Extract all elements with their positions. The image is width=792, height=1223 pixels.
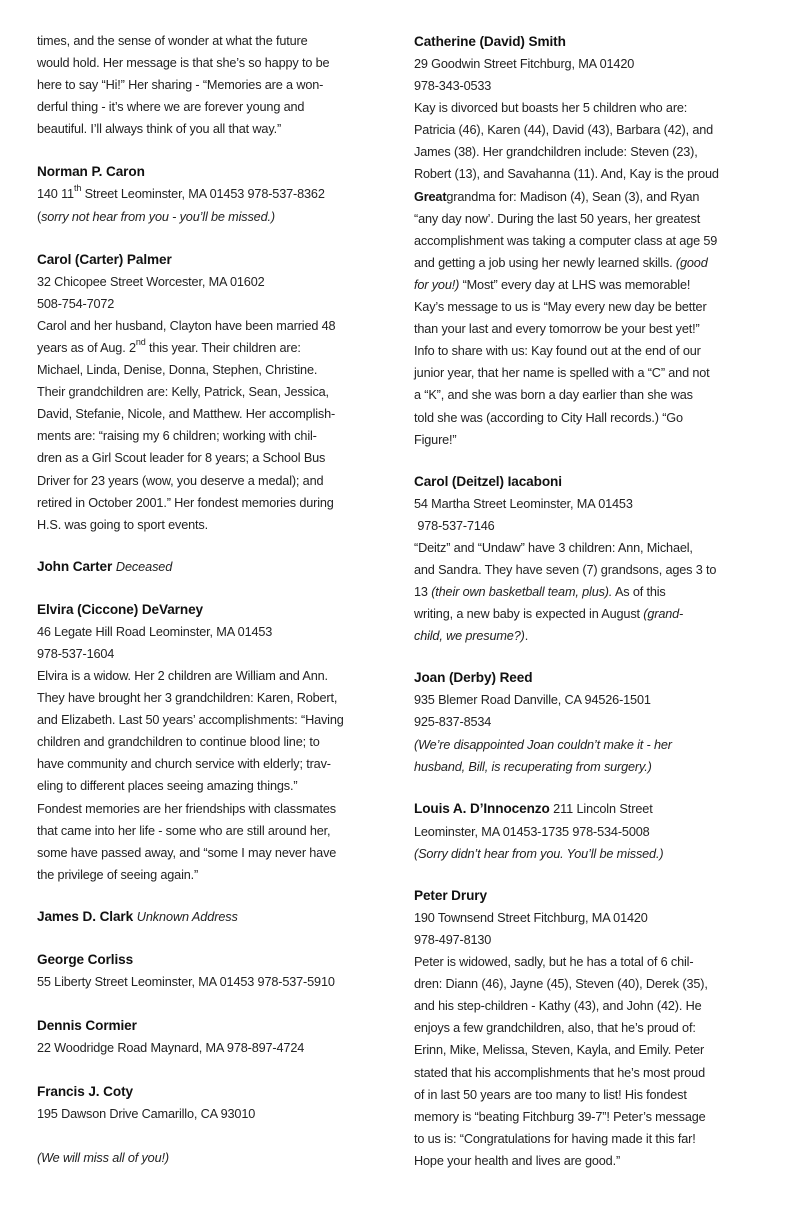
text-line: times, and the sense of wonder at what the future	[37, 34, 308, 48]
text-line: Robert (13), and Savahanna (11). And, Kay is the proud	[414, 167, 719, 182]
italic-text: (grand-	[643, 607, 684, 622]
text-line: the privilege of seeing again.”	[37, 867, 199, 882]
entry-james-clark	[37, 905, 375, 929]
text-part: .	[524, 629, 529, 644]
text-line: derful thing - it’s where we are forever young and	[37, 100, 305, 115]
entry-peter-drury	[414, 884, 766, 1172]
text-line: children and grandchildren to continue blood line; to	[37, 735, 320, 750]
text-line: Michael, Linda, Denise, Donna, Stephen, Christine.	[37, 363, 318, 378]
bold-text: Great	[414, 189, 447, 204]
entry-note: husband, Bill, is recuperating from surgery.)	[414, 759, 652, 774]
text-line: junior year, that her name is spelled with a “C” and not	[414, 366, 710, 381]
text-line: James (38). Her grandchildren include: Steven (23),	[414, 145, 698, 160]
text-part: grandma for: Madison (4), Sean (3), and Ryan	[446, 189, 700, 204]
entry-name	[414, 797, 766, 821]
italic-text: child, we presume?)	[414, 629, 525, 644]
text-line: Figure!”	[414, 432, 457, 447]
name-text: James D. Clark	[37, 908, 134, 924]
entry-phone: 508-754-7072	[37, 296, 115, 311]
text-line: some have passed away, and “some I may never have	[37, 845, 337, 860]
closing-note: (We will miss all of you!)	[37, 1151, 169, 1166]
text-line: Info to share with us: Kay found out at the end of our	[414, 344, 701, 359]
entry-name	[37, 555, 375, 579]
text-line: enjoys a few grandchildren, also, that he’s proud of:	[414, 1021, 696, 1036]
entry-carol-palmer	[37, 248, 375, 536]
entry-phone: 978-537-7146	[414, 518, 495, 533]
text-line	[414, 186, 766, 208]
text-line: memory is “beating Fitchburg 39-7”! Peter’s message	[414, 1109, 706, 1124]
text-line: Carol and her husband, Clayton have been married 48	[37, 318, 336, 333]
text-line: Elvira is a widow. Her 2 children are William and Ann.	[37, 668, 328, 683]
entry-name: Dennis Cormier	[37, 1018, 137, 1033]
text-part: and getting a job using her newly learned skills.	[414, 255, 676, 270]
text-line: and Sandra. They have seven (7) grandsons, ages 3 to	[414, 562, 717, 577]
name-text: John Carter	[37, 558, 113, 574]
note-paren: (	[37, 209, 42, 224]
left-column	[37, 30, 375, 1169]
text-line: Driver for 23 years (wow, you deserve a medal); and	[37, 473, 324, 488]
text-line: “Deitz” and “Undaw” have 3 children: Ann, Michael,	[414, 540, 693, 555]
text-line: retired in October 2001.” Her fondest memories during	[37, 495, 334, 510]
address-part: Street Leominster, MA 01453 978-537-8362	[81, 187, 325, 202]
text-line: Patricia (46), Karen (44), David (43), Barbara (42), and	[414, 123, 714, 138]
text-line	[37, 337, 375, 359]
text-line: H.S. was going to sport events.	[37, 517, 208, 532]
text-line: and Elizabeth. Last 50 years’ accomplishments: “Having	[37, 713, 344, 728]
entry-address: 22 Woodridge Road Maynard, MA 978-897-4724	[37, 1041, 305, 1055]
entry-louis-dinnocenzo	[414, 797, 766, 865]
entry-address	[37, 183, 375, 205]
text-line: They have brought her 3 grandchildren: Karen, Robert,	[37, 691, 338, 706]
text-line: “any day now’. During the last 50 years, her greatest	[414, 211, 701, 226]
entry-name: George Corliss	[37, 951, 134, 967]
entry-elvira-devarney	[37, 598, 375, 886]
text-line	[414, 274, 766, 296]
italic-text: for you!)	[414, 277, 460, 292]
text-line: Kay is divorced but boasts her 5 children who are:	[414, 101, 688, 116]
entry-dennis-cormier	[37, 1014, 375, 1059]
entry-name: Joan (Derby) Reed	[414, 670, 533, 686]
text-part: this year. Their children are:	[145, 340, 301, 355]
address-part: 140 11	[37, 187, 74, 202]
italic-text: (their own basketball team, plus).	[431, 585, 613, 600]
entry-address: 190 Townsend Street Fitchburg, MA 01420	[414, 910, 648, 925]
text-line: Kay’s message to us is “May every new day be better	[414, 300, 707, 315]
entry-francis-coty	[37, 1080, 375, 1125]
text-line: and his step-children - Kathy (43), and John (42). He	[414, 999, 702, 1014]
entry-note: (Sorry didn’t hear from you. You’ll be missed.)	[414, 846, 664, 861]
text-line: Peter is widowed, sadly, but he has a total of 6 chil-	[414, 955, 694, 970]
entry-name: Catherine (David) Smith	[414, 34, 566, 49]
text-line: Their grandchildren are: Kelly, Patrick, Sean, Jessica,	[37, 385, 329, 400]
entry-joan-reed	[414, 666, 766, 777]
text-line: Fondest memories are her friendships with classmates	[37, 801, 336, 816]
text-line	[414, 252, 766, 274]
ordinal-suffix: nd	[135, 336, 146, 347]
text-line	[414, 603, 766, 625]
entry-george-corliss	[37, 948, 375, 993]
intro-paragraph	[37, 30, 375, 140]
text-line: dren: Diann (46), Jayne (45), Steven (40), Derek (35),	[414, 977, 708, 992]
text-line: beautiful. I’ll always think of you all that way.”	[37, 122, 282, 137]
entry-note: (We’re disappointed Joan couldn’t make it - her	[414, 737, 672, 752]
text-line	[414, 581, 766, 603]
text-part: years as of Aug. 2	[37, 340, 136, 355]
status-text: Unknown Address	[136, 909, 238, 924]
text-line: Erinn, Mike, Melissa, Steven, Kayla, and Emily. Peter	[414, 1043, 705, 1058]
text-line: would hold. Her message is that she’s so happy to be	[37, 56, 330, 71]
text-line: have community and church service with elderly; trav-	[37, 757, 331, 772]
entry-name: Carol (Carter) Palmer	[37, 251, 172, 267]
right-column	[414, 30, 766, 1172]
entry-address: 29 Goodwin Street Fitchburg, MA 01420	[414, 57, 635, 71]
entry-name: Francis J. Coty	[37, 1084, 133, 1100]
text-line: stated that his accomplishments that he’s most proud	[414, 1065, 705, 1080]
entry-phone: 978-537-1604	[37, 646, 115, 661]
entry-name: Elvira (Ciccone) DeVarney	[37, 601, 203, 617]
text-line: ments are: “raising my 6 children; working with chil-	[37, 429, 317, 444]
text-line: than your last and every tomorrow be your best yet!”	[414, 322, 700, 337]
entry-name: Carol (Deitzel) Iacaboni	[414, 473, 562, 489]
entry-name: Peter Drury	[414, 887, 487, 903]
text-line: eling to different places seeing amazing things.”	[37, 779, 298, 794]
text-part: “Most” every day at LHS was memorable!	[459, 277, 691, 292]
entry-norman-caron	[37, 160, 375, 227]
name-text: Louis A. D’Innocenzo	[414, 800, 550, 816]
text-part: As of this	[612, 585, 666, 600]
address-part: 211 Lincoln Street	[549, 801, 653, 816]
entry-address: 935 Blemer Road Danville, CA 94526-1501	[414, 693, 651, 708]
text-part: writing, a new baby is expected in August	[414, 607, 644, 622]
text-part: 13	[414, 585, 432, 600]
italic-text: (good	[675, 255, 708, 270]
entry-address: Leominster, MA 01453-1735 978-534-5008	[414, 824, 650, 839]
ordinal-suffix: th	[73, 183, 82, 194]
entry-address: 195 Dawson Drive Camarillo, CA 93010	[37, 1107, 256, 1122]
entry-address: 46 Legate Hill Road Leominster, MA 01453	[37, 624, 273, 639]
text-line	[414, 625, 766, 647]
entry-phone: 978-343-0533	[414, 79, 492, 94]
text-line: a “K”, and she was born a day earlier than she was	[414, 388, 693, 403]
entry-address: 55 Liberty Street Leominster, MA 01453 978-537-5910	[37, 974, 335, 989]
text-line: of in last 50 years are too many to list! His fondest	[414, 1087, 687, 1102]
entry-phone: 925-837-8534	[414, 715, 492, 730]
entry-name: Norman P. Caron	[37, 164, 145, 180]
status-text: Deceased	[115, 559, 173, 574]
entry-carol-iacaboni	[414, 470, 766, 648]
entry-name	[37, 905, 375, 929]
entry-phone: 978-497-8130	[414, 933, 492, 947]
entry-address: 32 Chicopee Street Worcester, MA 01602	[37, 274, 265, 289]
note-text: sorry not hear from you - you’ll be missed.)	[41, 209, 275, 224]
entry-catherine-smith	[414, 30, 766, 451]
text-line: that came into her life - some who are still around her,	[37, 823, 331, 838]
entry-note	[37, 206, 375, 228]
text-line: here to say “Hi!” Her sharing - “Memories are a won-	[37, 78, 324, 93]
text-line: accomplishment was taking a computer class at age 59	[414, 233, 718, 248]
text-line: David, Stefanie, Nicole, and Matthew. Her accomplish-	[37, 407, 336, 422]
text-line: Hope your health and lives are good.”	[414, 1153, 621, 1168]
text-line: told she was (according to City Hall records.) “Go	[414, 410, 683, 425]
entry-address: 54 Martha Street Leominster, MA 01453	[414, 496, 633, 511]
text-line: to us is: “Congratulations for having made it this far!	[414, 1131, 696, 1146]
entry-john-carter	[37, 555, 375, 579]
text-line: dren as a Girl Scout leader for 8 years; a School Bus	[37, 451, 326, 466]
